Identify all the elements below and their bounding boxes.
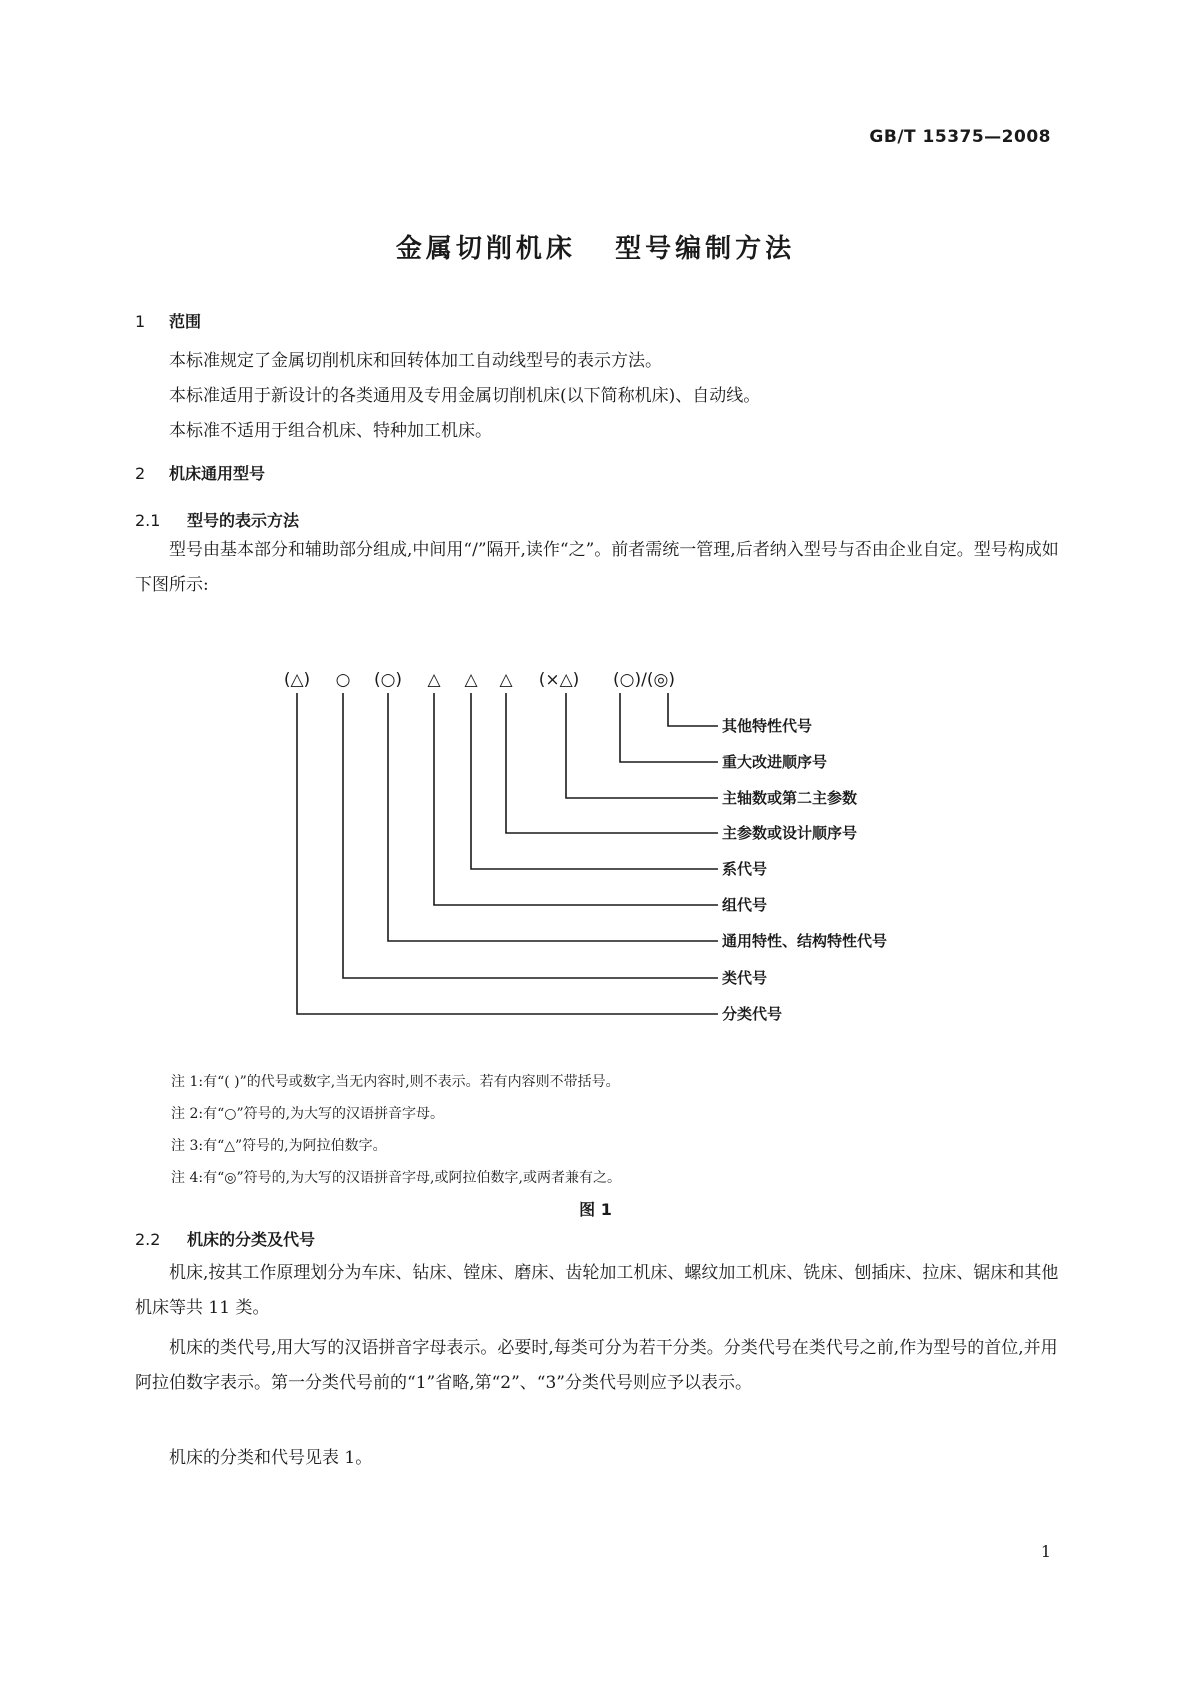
leader-line-spindle-count	[566, 693, 718, 798]
page-number: 1	[1040, 1542, 1051, 1561]
section-2-1-paragraph: 型号由基本部分和辅助部分组成,中间用“/”隔开,读作“之”。前者需统一管理,后者纳入型号与否由企业自定。型号构成如下图所示:	[135, 540, 1059, 595]
figure-note-1: 注 1:有“( )”的代号或数字,当无内容时,则不表示。若有内容则不带括号。	[171, 1074, 620, 1090]
standard-code: GB/T 15375—2008	[869, 127, 1051, 147]
leader-line-subclass-code	[297, 693, 718, 1014]
diagram-symbol-1: (△)	[283, 670, 311, 690]
section-2-2-number: 2.2	[135, 1230, 161, 1249]
leader-line-class-code	[343, 693, 718, 978]
leader-line-series-code	[471, 693, 718, 869]
leader-line-major-improvement	[620, 693, 718, 762]
diagram-label-2: 重大改进顺序号	[722, 753, 828, 771]
diagram-symbol-8: (○)/(◎)	[613, 670, 675, 690]
leader-line-characteristic-code	[388, 693, 718, 941]
document-title: 金属切削机床 型号编制方法	[395, 234, 796, 264]
diagram-symbol-7: (×△)	[538, 670, 580, 690]
section-2-number: 2	[135, 464, 146, 483]
section-1-paragraph-2: 本标准适用于新设计的各类通用及专用金属切削机床(以下简称机床)、自动线。	[169, 386, 761, 406]
diagram-label-8: 类代号	[722, 969, 768, 987]
diagram-label-5: 系代号	[722, 860, 768, 878]
diagram-symbol-4: △	[427, 670, 441, 690]
section-2-2-paragraph-1: 机床,按其工作原理划分为车床、钻床、镗床、磨床、齿轮加工机床、螺纹加工机床、铣床、刨插床、拉床、锯床和其他机床等共 11 类。	[135, 1263, 1059, 1318]
section-2-2-heading	[135, 1227, 315, 1250]
section-2-title: 机床通用型号	[169, 464, 266, 483]
section-2-2-paragraph-2: 机床的类代号,用大写的汉语拼音字母表示。必要时,每类可分为若干分类。分类代号在类代号之前,作为型号的首位,并用阿拉伯数字表示。第一分类代号前的“1”省略,第“2”、“3”分类代号则应予以表示。	[135, 1338, 1058, 1393]
section-1-number: 1	[135, 312, 146, 331]
figure-note-4: 注 4:有“◎”符号的,为大写的汉语拼音字母,或阿拉伯数字,或两者兼有之。	[171, 1170, 621, 1186]
section-2-1-title: 型号的表示方法	[187, 511, 300, 530]
diagram-label-3: 主轴数或第二主参数	[722, 789, 858, 807]
figure-note-2: 注 2:有“○”符号的,为大写的汉语拼音字母。	[171, 1106, 445, 1122]
figure-caption: 图 1	[579, 1200, 612, 1219]
diagram-label-7: 通用特性、结构特性代号	[722, 932, 888, 950]
leader-line-main-parameter	[506, 693, 718, 833]
diagram-symbol-6: △	[499, 670, 513, 690]
section-2-2-paragraph-3: 机床的分类和代号见表 1。	[169, 1448, 373, 1468]
diagram-symbol-3: (○)	[373, 670, 403, 690]
diagram-label-4: 主参数或设计顺序号	[722, 824, 858, 842]
leader-line-other-characteristic	[668, 693, 718, 726]
diagram-label-9: 分类代号	[722, 1005, 783, 1023]
section-1-paragraph-3: 本标准不适用于组合机床、特种加工机床。	[169, 421, 492, 441]
figure-note-3: 注 3:有“△”符号的,为阿拉伯数字。	[171, 1138, 387, 1154]
section-1-title: 范围	[169, 312, 202, 331]
diagram-label-1: 其他特性代号	[722, 717, 813, 735]
diagram-label-6: 组代号	[722, 896, 768, 914]
diagram-symbol-2: ○	[335, 670, 351, 690]
leader-line-group-code	[434, 693, 718, 905]
diagram-symbol-5: △	[464, 670, 478, 690]
section-1-paragraph-1: 本标准规定了金属切削机床和回转体加工自动线型号的表示方法。	[169, 351, 662, 371]
section-2-1-number: 2.1	[135, 511, 161, 530]
section-2-2-title: 机床的分类及代号	[187, 1230, 316, 1249]
